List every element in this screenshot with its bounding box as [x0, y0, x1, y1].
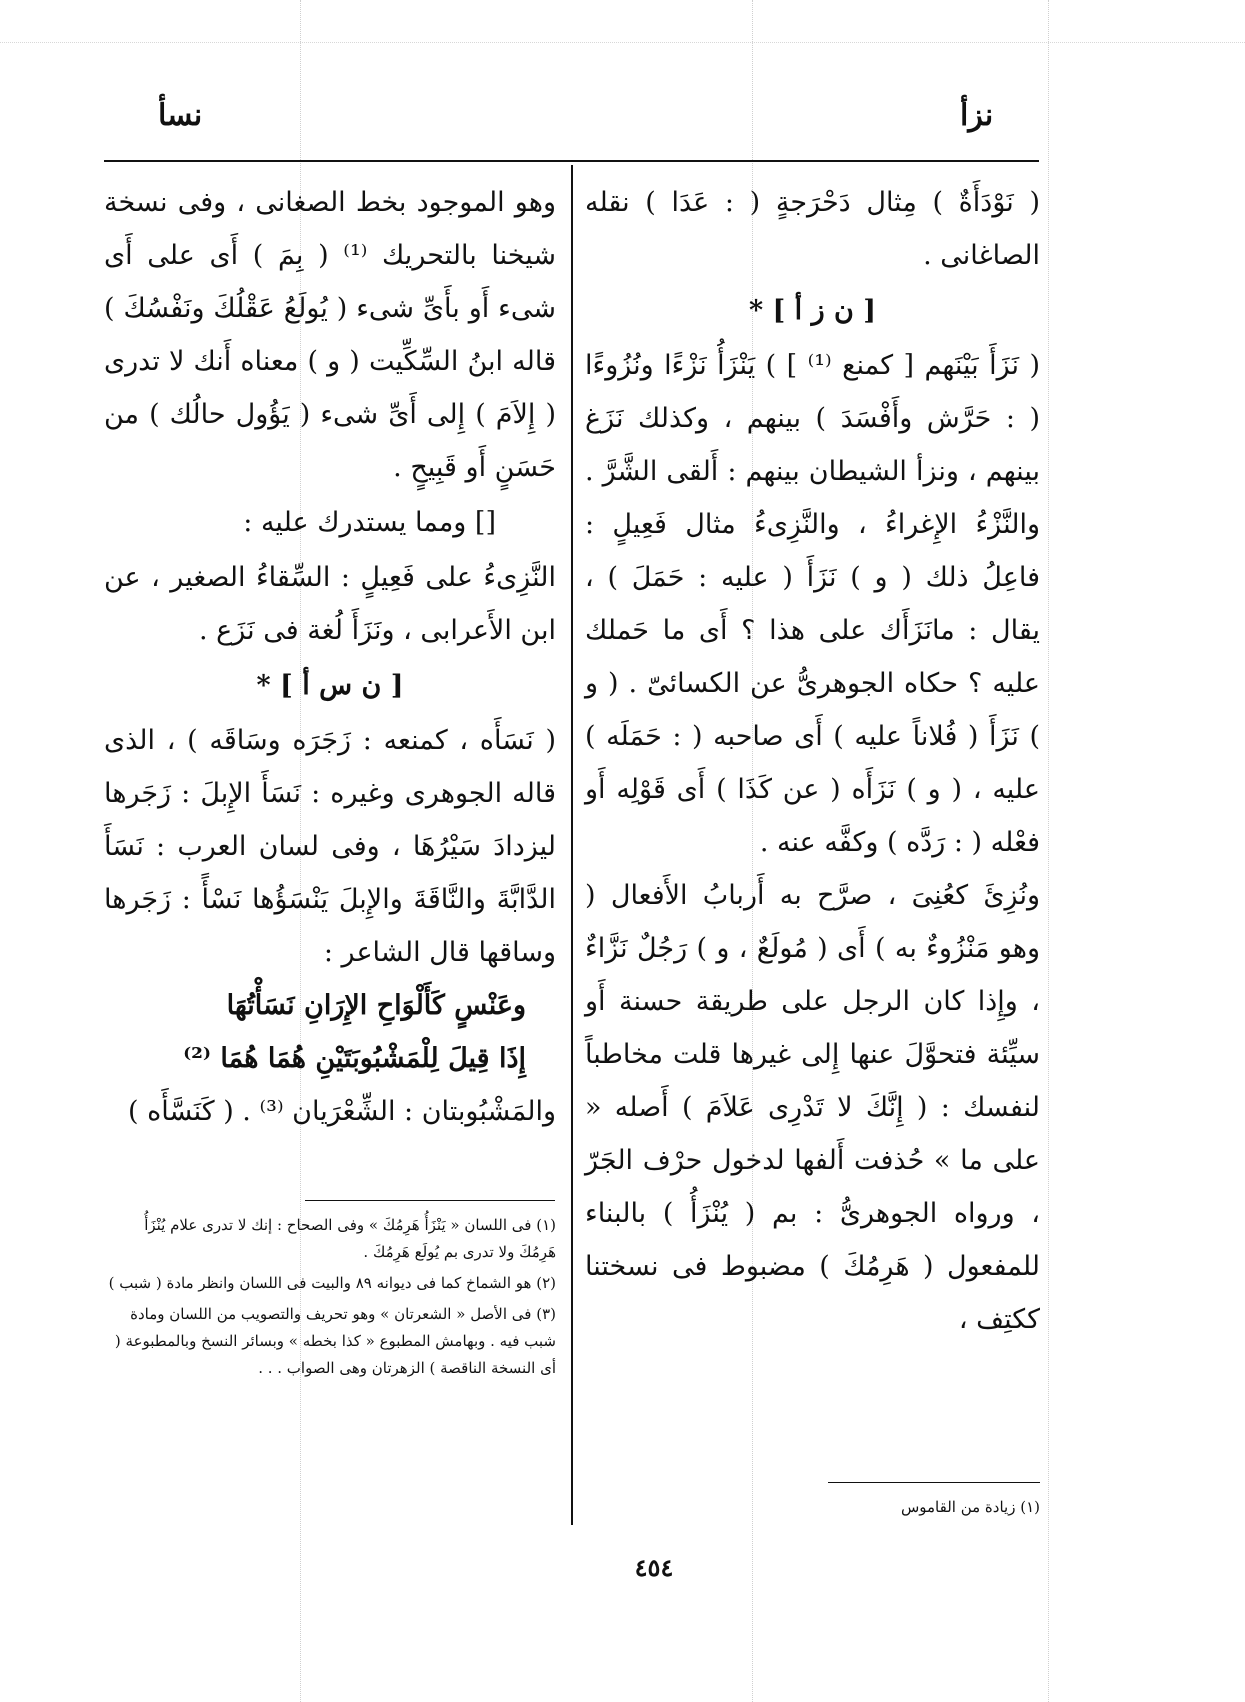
footnote: (١) زيادة من القاموس — [900, 1498, 1040, 1516]
entry-heading-nsa: [ ن س أ ] * — [256, 670, 404, 701]
column-divider — [571, 165, 573, 1525]
header-rule — [104, 160, 1039, 162]
footnotes-left — [104, 1212, 556, 1386]
entry-body: والمَشْبُوبتان : الشِّعْرَيان ⁽³⁾ . ( كَنَسَّأَه ) — [128, 1096, 556, 1127]
running-header-right: نزأ — [960, 98, 994, 133]
entry-body: ( نَسَأَه ، كمنعه : زَجَرَه وسَاقَه ) ، الذى قاله الجوهرى وغيره : نَسَأَ الإِبلَ : زَجَرها ليزدادَ سَيْرُهَا ، وفى لسان العرب : نَسَأَ الدَّابَّةَ والنَّاقَةَ والإِبلَ يَنْسَؤُها نَسْأً : زَجَرها وساقها قال الشاعر : — [104, 725, 556, 968]
entry-body: النَّزِىءُ على فَعِيلٍ : السِّقاءُ الصغير ، عن ابن الأَعرابى ، ونَزَأَ لُغة فى نَزَع . — [104, 562, 556, 646]
footnote: (٣) فى الأصل « الشعرتان » وهو تحريف والتصويب من اللسان ومادة شبب فيه . وبهامش المطبوع « كذا بخطه » وبسائر النسخ وبالمطبوعة ( أى النسخة الناقصة ) الزهرتان وهى الصواب . . . — [114, 1305, 556, 1377]
entry-continuation: ( نَوْدَأَةٌ ) مِثال دَحْرَجةٍ ( : عَدَا ) نقله الصاغانى . — [585, 187, 1040, 271]
right-column — [585, 176, 1040, 1346]
entry-body: ( نَزَأَ بَيْنَهم [ كمنع ⁽¹⁾ ] ) يَنْزَأُ نَزْءًا ونُزُوءًا ( : حَرَّش وأَفْسَدَ ) بينهم ، وكذلك نَزَغ بينهم ، ونزأ الشيطان بينهم : أَلقى الشَّرَّ . والنَّزْءُ الإِغراءُ ، والنَّزِىءُ مثال فَعِيلٍ : فاعِلُ ذلك ( و ) نَزَأَ ( عليه : حَمَلَ ) ، يقال : مانَزَأَك على هذا ؟ أَى ما حَملك عليه ؟ حكاه الجوهرىُّ عن الكسائىّ . ( و ) نَزَأَ ( فُلاناً عليه ) أَى صاحبه ( : حَمَلَه ) عليه ، ( و ) نَزَأَه ( عن كَذَا ) أَى قَوْلِه أَو فعْله ( : رَدَّه ) وكفَّه عنه . — [585, 350, 1040, 858]
scan-artifact — [0, 42, 1245, 43]
footnote: (٢) هو الشماخ كما فى ديوانه ٨٩ والبيت فى اللسان وانظر مادة ( شبب ) — [108, 1274, 556, 1292]
running-header-left: نسأ — [158, 98, 203, 133]
verse-line: إِذَا قِيلَ لِلْمَشْبُوبَتَيْنِ هُمَا هُمَا ⁽²⁾ — [183, 1043, 526, 1074]
footnote-rule — [305, 1200, 555, 1201]
footnote-rule — [828, 1482, 1040, 1483]
footnotes-right — [828, 1494, 1040, 1525]
page-number: ٤٥٤ — [634, 1553, 674, 1582]
entry-body: وهو الموجود بخط الصغانى ، وفى نسخة شيخنا بالتحريك ⁽¹⁾ ( بِمَ ) أَى على أَى شىء أَو بأَىِّ شىء ( يُولَعُ عَقْلُكَ ونَفْسُكَ ) قاله ابنُ السِّكِّيت ( و ) معناه أَنك لا تدرى ( إِلاَمَ ) إِلى أَىِّ شىء ( يَؤُول حالُك ) من حَسَنٍ أَو قَبِيحٍ . — [104, 187, 556, 483]
verse-line: وعَنْسٍ كَأَلْوَاحِ الإِرَانِ نَسَأْتُهَا — [226, 990, 526, 1021]
scan-artifact — [1048, 0, 1049, 1702]
entry-heading-nza: [ ن ز أ ] * — [748, 295, 877, 326]
entry-body: ونُزِئَ كعُنِىَ ، صرَّح به أَربابُ الأَفعال ( وهو مَنْزُوءٌ به ) أَى ( مُولَعٌ ، و ) رَجُلٌ نَزَّاءٌ ، وإِذا كان الرجل على طريقة حسنة أَو سيِّئة فتحوَّلَ عنها إِلى غيرها قلت مخاطباً لنفسك : ( إِنَّكَ لا تَدْرِى عَلاَمَ ) أَصله « على ما » حُذفت أَلفها لدخول حرْف الجَرّ ، ورواه الجوهرىُّ : بم ( يُنْزَأُ ) بالبناء للمفعول ( هَرِمُكَ ) مضبوط فى نسختنا ككتِف ، — [585, 880, 1040, 1335]
footnote: (١) فى اللسان « يَنْزَأُ هَرِمُكَ » وفى الصحاح : إنك لا تدرى علام يُنْزَأُ هَرِمُكَ ولا تدرى بم يُولَع هَرِمُكَ . — [144, 1216, 556, 1261]
left-column — [104, 176, 556, 1138]
addendum-heading: [] ومما يستدرك عليه : — [243, 507, 496, 538]
